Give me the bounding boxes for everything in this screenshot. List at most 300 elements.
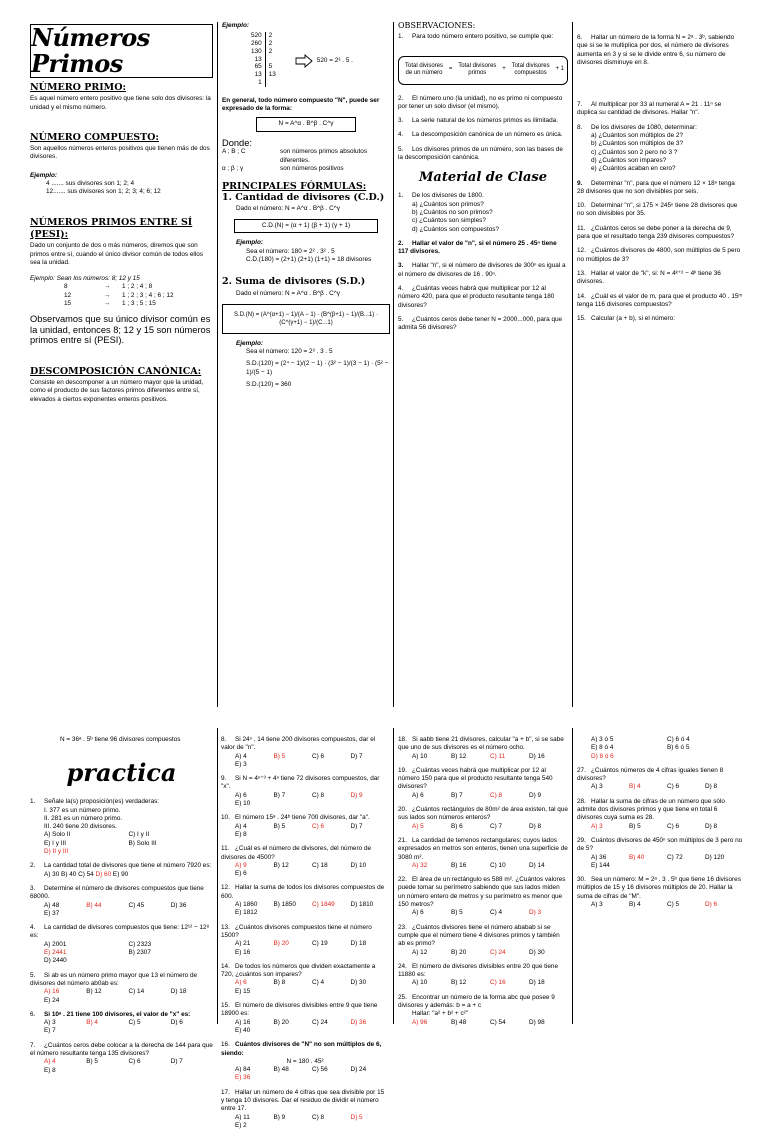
answer-option: A) 2001 <box>44 940 67 948</box>
division-factor: 2 <box>268 40 273 48</box>
general-formula: N = A^α . B^β . C^γ <box>256 117 356 131</box>
question-11: ¿Cuántos ceros se debe poner a la derecha de 9, para que el resultado tenga 239 divisores compuestos? <box>577 224 735 241</box>
question-24: El número de divisores divisibles entre 20 que tiene 11880 es: <box>398 962 559 979</box>
relation-term: Total divisores primos <box>458 62 497 77</box>
answer-option: C) 8 <box>490 791 503 799</box>
answer-option: C) 6 <box>128 1058 141 1066</box>
donde-row <box>222 165 390 173</box>
answer-option: A) 3 ó 5 <box>591 736 614 743</box>
question-11-options <box>221 862 389 879</box>
answer-option: D) 10 <box>350 861 367 869</box>
subitem: a) ¿Cuántos son múltiplos de 2? <box>591 132 684 140</box>
sd-given: Dado el número: N = A^α . B^β . C^γ <box>236 289 340 297</box>
answer-option: B) 7 <box>273 791 286 799</box>
answer-option: A) 4 <box>44 1058 56 1066</box>
question-5: ¿Cuántos ceros debe tener N = 2000...000, para que admita 56 divisores? <box>398 315 563 332</box>
answer-option: B) 5 <box>273 752 286 760</box>
question-13: Hallar el valor de "k", si: N = 4ᵏ⁺² − 4ᵏ tiene 36 divisores. <box>577 269 721 286</box>
observation-2: El número uno (la unidad), no es primo ni compuesto por tener un solo divisor (el mismo). <box>398 94 563 110</box>
column-divider <box>572 22 573 707</box>
question-4: ¿Cuántas veces habrá que multiplicar por 12 al número 420, para que el producto resultante tenga 180 divisores? <box>398 285 555 309</box>
question-21: La cantidad de terrenos rectangulares; cuyos lados expresados en metros son enteros, tienen una superficie de 3080 m². <box>398 836 568 861</box>
answer-option: B) Solo III <box>128 839 157 847</box>
answer-option: B) 4 <box>629 901 641 909</box>
question-6: Hallar un número de la forma N = 2ᵃ . 3ᵇ, sabiendo que si se le multiplica por dos, el número de divisores aumenta en 3 y si se le divide entre 6, su número de divisores disminuye en 8. <box>577 34 735 66</box>
column-divider <box>572 728 573 1024</box>
answer-option: A) 32 <box>412 861 428 869</box>
question-11: ¿Cuál es el número de divisores, del número de divisores de 4500? <box>221 845 372 861</box>
column-3: 18. Si aabb tiene 21 divisores, calcular "a + b", si se sabe que uno de sus divisores es el número ocho. A) 10 B) 12 C) 11 D) 16 19. ¿Cuántas veces habrá que multiplicar por 12 al número 150 para que el producto resultante tenga 540 divisores? A) 6 B) 7 C) 8 D) 9 20. ¿Cuántos rectángulos de 80m² de área existen, tal que sus lados son números enteros? A) 5 B) 6 C) 7 D) 8 21. La cantidad de terrenos rectangulares; cuyos lados expresados en metros son enteros, tienen una superficie de 3080 m². A) 32 B) 16 C) 10 D) 14 22. El área de un rectángulo es 588 m². ¿Cuántos valores puede tomar su perímetro sabiendo que sus lados miden un número entero de metros y su perímetro es menor que 150 metros? A) 6 B) 5 C) 4 D) 3 23. ¿Cuántos divisores tiene el número ababab si se cumple que el número tiene 4 divisores primos y también ab es primo? A) 12 B) 20 C) 24 D) 30 24. El número de divisores divisibles entre 20 que tiene 11880 es: A) 10 B) 12 C) 16 D) 18 25. Encontrar un número de la forma abc que posee 9 divisores y además: b = a + c Hallar: "a² + b² + c²" A) 96 B) 48 C) 54 D) 98 <box>398 736 568 1026</box>
answer-option: B) 48 <box>451 1018 467 1026</box>
answer-option: C) 16 <box>490 979 506 987</box>
answer-option: C) 72 <box>667 853 683 861</box>
heading-numero-compuesto: NÚMERO COMPUESTO: <box>30 131 159 143</box>
answer-option: A) 96 <box>412 1018 428 1026</box>
descomposicion-text: Consiste en descomponer a un número mayor que la unidad, como el producto de sus factores primos diferentes entre sí, elevados a ciertos exponentes enteros positivos. <box>30 379 204 403</box>
pesi-row <box>30 300 213 308</box>
answer-option: A) 4 <box>235 822 247 830</box>
answer-option: D) 5 <box>350 1113 363 1121</box>
question-24-options <box>398 979 568 987</box>
answer-option: D) 7 <box>350 822 363 830</box>
subitem: c) ¿Cuántos son 2 pero no 3 ? <box>591 148 678 156</box>
carry-over-options <box>577 736 743 761</box>
question-9: Si N = 4ⁿ⁺³ + 4ⁿ tiene 72 divisores compuestos, dar "x". <box>221 775 380 791</box>
question-19: ¿Cuántas veces habrá que multiplicar por 12 al número 150 para que el producto resultante tenga 540 divisores? <box>398 766 553 791</box>
answer-option: D) II y III <box>44 848 69 856</box>
question-25: Encontrar un número de la forma abc que posee 9 divisores y además: b = a + c <box>398 993 555 1010</box>
answer-option: B) 12 <box>451 752 467 760</box>
question-23-options <box>398 949 568 957</box>
question-27-options <box>577 783 743 791</box>
answer-option: D) 16 <box>529 752 545 760</box>
answer-option: B) 6 ó 5 <box>667 744 690 752</box>
division-table <box>248 32 279 87</box>
answer-option: D) 9 <box>529 791 542 799</box>
answer-option: E) 1812 <box>235 909 258 917</box>
heading-cantidad-divisores: 1. Cantidad de divisores (C.D.) <box>222 192 385 204</box>
answer-option: A) Solo II <box>44 831 71 839</box>
column-divider <box>217 728 218 1024</box>
answer-option: E) 15 <box>235 987 251 995</box>
question-15: El número de divisores divisibles entre 9 que tiene 18900 es: <box>221 1002 378 1018</box>
answer-option: B) 9 <box>273 1113 286 1121</box>
answer-option: C) 6 <box>312 822 325 830</box>
question-29: Cuántos divisores de 450ⁿ son múltiplos de 3 pero no de 5? <box>577 836 743 853</box>
answer-option: D) 30 <box>350 979 367 987</box>
question-29-options <box>577 854 743 871</box>
answer-option: A) 4 <box>235 752 247 760</box>
answer-option: D) 7 <box>170 1058 183 1066</box>
answer-option: D) 120 <box>705 853 725 861</box>
answer-option: B) 44 <box>86 901 102 909</box>
question-8-options <box>221 753 389 770</box>
donde-row <box>222 148 390 165</box>
answer-option: C) 24 <box>490 948 506 956</box>
question-1-subitems <box>398 201 568 234</box>
example-line: 4 ....... sus divisores son 1; 2; 4 <box>46 180 135 188</box>
question-18: Si aabb tiene 21 divisores, calcular "a + b", si se sabe que uno de sus divisores es el número ocho. <box>398 736 564 752</box>
division-factor: 5 <box>268 63 273 71</box>
question-6: Si 10ᵃ . 21 tiene 100 divisores, el valor de "x" es: <box>44 1010 191 1018</box>
answer-option: A) 3 <box>591 822 603 830</box>
question-21-options <box>398 862 568 870</box>
answer-option: D) 18 <box>170 988 187 996</box>
sd-example-line: Sea el número: 120 = 2³ . 3 . 5 <box>246 348 333 356</box>
question-27: ¿Cuántos números de 4 cifras iguales tienen 8 divisores? <box>577 766 724 783</box>
answer-option: C) 11 <box>490 752 506 760</box>
answer-option: C) 14 <box>128 988 145 996</box>
cd-example-line: Sea el número: 180 = 2² . 3² . 5 <box>246 247 335 255</box>
answer-option: C) 8 <box>312 1113 325 1121</box>
answer-option: A) 21 <box>235 940 251 948</box>
answer-option: E) 16 <box>235 948 251 956</box>
answer-option: C) 24 <box>312 1018 328 1026</box>
answer-option: C) 45 <box>128 901 145 909</box>
answer-option: D) 2440 <box>44 957 67 965</box>
donde-meaning: son números positivos <box>280 164 344 172</box>
heading-descomposicion: DESCOMPOSICIÓN CANÓNICA: <box>30 365 202 377</box>
question-14-options <box>221 979 389 996</box>
division-row <box>248 40 279 48</box>
practica-title: practica <box>66 758 177 788</box>
answer-option: D) 18 <box>350 940 367 948</box>
page-title: Números Primos <box>31 23 150 78</box>
pesi-divisors: 1 ; 3 ; 5 ; 15 <box>122 300 156 308</box>
answer-option: A) 6 <box>412 909 424 917</box>
division-factor: 2 <box>268 47 273 55</box>
arrow-icon: → <box>104 300 111 308</box>
answer-option: D) 3 <box>529 909 542 917</box>
example-label: Ejemplo: <box>222 22 249 29</box>
answer-option: B) 5 <box>451 909 463 917</box>
answer-option: A) 36 <box>591 853 607 861</box>
answer-option: E) 2441 <box>44 949 67 957</box>
answer-option: E) 8 <box>44 1066 56 1074</box>
answer-option: B) 48 <box>273 1066 289 1074</box>
subitem: a) ¿Cuántos son primos? <box>412 200 484 208</box>
answer-option: B) 6 <box>451 822 463 830</box>
example-line: 12....... sus divisores son 1; 2; 3; 4; 6; 12 <box>46 188 161 196</box>
division-dividend: 13 <box>248 71 265 79</box>
question-30: Sea un número: M = 2ᵃ . 3 . 5ᵇ que tiene 16 divisores múltiplos de 15 y 16 divisores múltiplos de 20. Hallar la suma de cifras de "M". <box>577 876 741 900</box>
question-15: Calcular (a + b), si el número: <box>591 315 675 323</box>
answer-option: E) 8 ó 4 <box>591 744 614 752</box>
answer-option: B) 12 <box>273 861 289 869</box>
cd-example-line: C.D.(180) = (2+1) (2+1) (1+1) = 18 divisores <box>246 255 372 263</box>
proposition: III. 240 tiene 20 divisores. <box>44 823 117 831</box>
donde-symbols: α ; β ; γ <box>222 164 244 172</box>
division-dividend: 65 <box>248 63 265 71</box>
question-30-options <box>577 901 743 909</box>
answer-option: C) 2323 <box>128 940 152 948</box>
answer-option: B) 4 <box>629 783 641 791</box>
question-10: El número 15ᵃ . 24ᵇ tiene 700 divisores, dar "a". <box>235 814 370 822</box>
question-7: ¿Cuántos ceros debe colocar a la derecha de 144 para que el número resultante tenga 135 divisores? <box>30 1041 213 1058</box>
answer-option: C) I y II <box>128 831 150 839</box>
answer-option: C) 4 <box>490 909 503 917</box>
sd-formula: S.D.(N) = (A^(α+1) − 1)/(A − 1) · (B^(β+1) − 1)/(B...1) · (C^(γ+1) − 1)/(C...1) <box>222 304 390 334</box>
answer-option: D) 8 ó 6 <box>591 752 614 760</box>
title-box <box>30 24 213 78</box>
question-8-subitems <box>577 132 743 173</box>
division-dividend: 1 <box>248 79 265 87</box>
question-28: Hallar la suma de cifras de un número que sólo admite dos divisores primos y que tiene en total 6 divisores cuya suma es 28. <box>577 797 725 822</box>
answer-option: C) 6 ó 4 <box>667 736 690 743</box>
pesi-divisors: 1 ; 2 ; 3 ; 4 ; 6 ; 12 <box>122 291 174 299</box>
answer-option: A) 10 <box>412 752 428 760</box>
answer-option: A) 12 <box>412 948 428 956</box>
answer-option: C) 18 <box>312 861 328 869</box>
answer-option: E) 24 <box>44 996 60 1004</box>
relation-term: + <box>502 66 506 73</box>
page-gap <box>0 710 768 728</box>
answer-option: B) 20 <box>273 940 289 948</box>
question-16-value: N = 180 . 45² <box>286 1057 324 1065</box>
divisors-relation-box <box>398 56 568 85</box>
answer-option: B) 20 <box>451 948 467 956</box>
question-19-options <box>398 792 568 800</box>
question-20: ¿Cuántos rectángulos de 80m² de área existen, tal que sus lados son números enteros? <box>398 806 568 822</box>
question-16-options <box>221 1066 389 1083</box>
answer-option: C) 8 <box>312 791 325 799</box>
division-dividend: 260 <box>248 40 265 48</box>
pesi-number: 8 <box>64 283 68 291</box>
donde-symbols: A ; B ; C <box>222 148 246 156</box>
answer-option: A) 5 <box>412 822 424 830</box>
donde-label: Donde: <box>222 137 252 148</box>
question-14: De todos los números que dividen exactamente a 720, ¿cuántos son impares? <box>221 962 376 979</box>
answer-option: C) 19 <box>312 940 328 948</box>
question-2: La cantidad total de divisores que tiene el número 7920 es: <box>44 862 212 870</box>
division-dividend: 13 <box>248 56 265 64</box>
arrow-right-icon <box>295 54 313 68</box>
answer-option: C) 5 <box>128 1019 141 1027</box>
division-row <box>248 48 279 56</box>
relation-term: = <box>448 66 453 73</box>
observation-3: La serie natural de los números primos es ilimitada. <box>412 117 558 125</box>
question-28-options <box>577 823 743 831</box>
subitem: c) ¿Cuántos son simples? <box>412 217 486 225</box>
answer-option: A) 48 <box>44 901 60 909</box>
question-3: Hallar "n", si el número de divisores de 300ⁿ es igual a el número de divisores de 16 . 90ⁿ. <box>398 262 566 278</box>
heading-suma-divisores: 2. Suma de divisores (S.D.) <box>222 276 366 288</box>
cd-given: Dado el número: N = A^α . B^β . C^γ <box>236 204 340 212</box>
question-22-options <box>398 909 568 917</box>
division-factor <box>265 56 279 64</box>
answer-option: A) 10 <box>412 979 428 987</box>
column-divider <box>393 728 394 1024</box>
answer-option: D) 7 <box>350 752 363 760</box>
division-row <box>248 56 279 64</box>
answer-option: A) 84 <box>235 1066 251 1074</box>
answer-option: D) 6 <box>705 901 718 909</box>
column-4: 6. Hallar un número de la forma N = 2ᵃ . 3ᵇ, sabiendo que si se le multiplica por dos, el número de divisores aumenta en 3 y si se le divide entre 6, su número de divisores disminuye en 8. 7. Al multiplicar por 33 al numeral A = 21 . 11ⁿ se duplica su cantidad de divisores. Hallar "n". 8. De los divisores de 1080, determinar: a) ¿Cuántos son múltiplos de 2? b) ¿Cuántos son múltiplos de 3? c) ¿Cuántos son 2 pero no 3 ? d) ¿Cuántos son impares? e) ¿Cuántos acaban en cero? 9. Determinar "n", para que el número 12 × 18ⁿ tenga 28 divisores que no son divisibles por seis. 10. Determinar "n", si 175 × 245ⁿ tiene 28 divisores que no son divisibles por 35. 11. ¿Cuántos ceros se debe poner a la derecha de 9, para que el resultado tenga 239 divisores compuestos? 12. ¿Cuántos divisores de 4800, son múltiplos de 5 pero no múltiplos de 3? 13. Hallar el valor de "k", si: N = 4ᵏ⁺² − 4ᵏ tiene 36 divisores. 14. ¿Cuál es el valor de m, para que el producto 40 . 15ᵐ tenga 116 divisores compuestos? 15. Calcular (a + b), si el número: <box>577 34 743 323</box>
proposition: I. 377 es un número primo. <box>44 806 121 814</box>
answer-option: B) 5 <box>86 1058 98 1066</box>
division-row <box>248 32 279 40</box>
question-2-options: A) 30 B) 40 C) 54 D) 60 E) 90 <box>44 870 129 878</box>
question-4: La cantidad de divisores compuestos que tiene: 12¹² − 12⁸ es: <box>30 924 210 940</box>
question-8: De los divisores de 1080, determinar: <box>591 123 697 131</box>
answer-option: D) 36 <box>350 1018 367 1026</box>
answer-option: C) 6 <box>667 822 680 830</box>
donde-meaning: son números primos absolutos diferentes. <box>280 148 368 164</box>
pesi-number: 12 <box>64 291 72 299</box>
division-row <box>248 79 279 87</box>
example-label: Ejemplo: <box>236 339 263 347</box>
example-label: Ejemplo: <box>236 239 263 247</box>
heading-principales-formulas: PRINCIPALES FÓRMULAS: <box>222 181 367 193</box>
relation-term: + 1 <box>555 66 564 73</box>
answer-option: E) 6 <box>235 870 247 878</box>
proposition: II. 281 es un número primo. <box>44 814 123 822</box>
answer-option: B) 16 <box>451 861 467 869</box>
answer-option: D) 9 <box>350 791 363 799</box>
answer-option: E) I y III <box>44 839 67 847</box>
question-17: Hallar un número de 4 cifras que sea divisible por 15 y tenga 10 divisores. Dar el residuo de dividir el número entre 17. <box>221 1088 385 1113</box>
pesi-row <box>30 292 213 300</box>
answer-option: A) 3 <box>44 1019 56 1027</box>
answer-option: B) 5 <box>629 822 641 830</box>
heading-pesi <box>30 216 213 228</box>
pesi-number: 15 <box>64 300 72 308</box>
answer-option: C) 4 <box>312 979 325 987</box>
numero-primo-text: Es aquel número entero positivo que tiene solo dos divisores: la unidad y el mismo número. <box>30 95 211 111</box>
answer-option: D) 24 <box>350 1066 367 1074</box>
answer-option: C) 10 <box>490 861 506 869</box>
question-5-options <box>30 988 213 1005</box>
question-16: Cuántos divisores de "N" no son múltiplos de 6, siendo: <box>221 1041 382 1057</box>
question-1: De los divisores de 1800. <box>412 192 484 200</box>
question-1: Señale la(s) proposición(es) verdaderas: <box>44 798 160 806</box>
question-25-hallar: Hallar: "a² + b² + c²" <box>412 1010 469 1018</box>
answer-option: A) 6 <box>235 979 247 987</box>
arrow-icon: → <box>104 283 111 291</box>
cd-formula: C.D.(N) = (α + 1) (β + 1) (γ + 1) <box>234 219 378 233</box>
question-3-options <box>30 902 213 919</box>
answer-option: D) 8 <box>705 822 718 830</box>
subitem: b) ¿Cuántos son múltiplos de 3? <box>591 140 684 148</box>
answer-option: A) 6 <box>412 791 424 799</box>
question-13: ¿Cuántos divisores compuestos tiene el número 1500? <box>221 923 372 939</box>
answer-option: A) 1860 <box>235 901 258 909</box>
division-dividend: 130 <box>248 48 265 56</box>
division-result: 520 = 2³ . 5 . <box>316 57 353 65</box>
answer-option: C) 56 <box>312 1066 328 1074</box>
question-15-options <box>221 1019 389 1036</box>
answer-option: D) 6 <box>170 1019 183 1027</box>
answer-option: E) 144 <box>591 861 610 869</box>
question-7: Al multiplicar por 33 al numeral A = 21 . 11ⁿ se duplica su cantidad de divisores. Hallar "n". <box>577 101 722 117</box>
division-factor: 13 <box>268 71 276 79</box>
observation-5: Los divisores primos de un número, son las bases de la descomposición canónica. <box>398 145 563 162</box>
answer-option: D) 18 <box>529 979 545 987</box>
subitem: e) ¿Cuántos acaban en cero? <box>591 165 676 173</box>
question-13-options <box>221 940 389 957</box>
answer-option: D) 30 <box>529 948 545 956</box>
carry-over-line: N = 36ᵃ . 5ᵇ tiene 96 divisores compuestos <box>60 736 181 743</box>
answer-option: B) 4 <box>86 1019 98 1027</box>
question-6-options <box>30 1019 213 1036</box>
question-3: Determine el número de divisores compuestos que tiene 68000. <box>30 884 204 901</box>
question-1-options <box>30 831 213 856</box>
answer-option: E) 3 <box>235 760 247 768</box>
answer-option: C) 54 <box>490 1018 506 1026</box>
answer-option: E) 7 <box>44 1027 56 1035</box>
subitem: d) ¿Cuántos son compuestos? <box>412 225 500 233</box>
subitem: b) ¿Cuántos no son primos? <box>412 208 493 216</box>
pesi-observation: Observamos que su único divisor común es la unidad, entonces 8; 12 y 15 son números primos entre sí (PESI). <box>30 314 211 346</box>
question-9: Determinar "n", para que el número 12 × 18ⁿ tenga 28 divisores que no son divisibles por seis. <box>577 179 735 195</box>
column-1: N = 36ᵃ . 5ᵇ tiene 96 divisores compuestos practica 1. Señale la(s) proposición(es) verdaderas: I. 377 es un número primo. II. 281 es un número primo. III. 240 tiene 20 divisores. A) Solo II C) I y II E) I y III B) Solo III D) II y III 2. La cantidad total de divisores que tiene el número 7920 es: A) 30 B) 40 C) 54 D) 60 E) 90 3. Determine el número de divisores compuestos que tiene 68000. A) 48 B) 44 C) 45 D) 36 E) 37 4. La cantidad de divisores compuestos que tiene: 12¹² − 12⁸ es: A) 2001 C) 2323 E) 2441 B) 2307 D) 2440 5. Si ab es un número primo mayor que 13 el número de divisores del número ab0ab es: A) 16 B) 12 C) 14 D) 18 E) 24 6. Si 10ᵃ . 21 tiene 100 divisores, el valor de "x" es: A) 3 B) 4 C) 5 D) 6 E) 7 7. ¿Cuántos ceros debe colocar a la derecha de 144 para que el número resultante tenga 135 divisores? A) 4 B) 5 C) 6 D) 7 E) 8 <box>30 736 213 1074</box>
question-20-options <box>398 823 568 831</box>
column-divider <box>217 22 218 707</box>
answer-option: A) 6 <box>235 791 247 799</box>
pesi-text: Dado un conjunto de dos o más números, diremos que son primos entre sí, cuando el único divisor común de todos ellos sea la unidad. <box>30 242 203 266</box>
question-22: El área de un rectángulo es 588 m². ¿Cuántos valores puede tomar su perímetro sabiendo que sus lados miden un número entero de metros y su perímetro es menor que 150 metros? <box>398 876 566 909</box>
answer-option: C) 5 <box>667 901 680 909</box>
answer-option: A) 11 <box>235 1113 250 1121</box>
question-18-options <box>398 753 568 761</box>
question-2: Hallar el valor de "n", si el número 25 . 45ⁿ tiene 117 divisores. <box>398 239 557 256</box>
column-2: 8. Si 24ⁿ . 14 tiene 200 divisores compuestos, dar el valor de "n". A) 4 B) 5 C) 6 D) 7 E) 3 9. Si N = 4ⁿ⁺³ + 4ⁿ tiene 72 divisores compuestos, dar "x". A) 6 B) 7 C) 8 D) 9 E) 10 10. El número 15ᵃ . 24ᵇ tiene 700 divisores, dar "a". A) 4 B) 5 C) 6 D) 7 E) 8 11. ¿Cuál es el número de divisores, del número de divisores de 4500? A) 9 B) 12 C) 18 D) 10 E) 6 12. Hallar la suma de todos los divisores compuestos de 600. A) 1860 B) 1850 C) 1849 D) 1810 E) 1812 13. ¿Cuántos divisores compuestos tiene el número 1500? A) 21 B) 20 C) 19 D) 18 E) 16 14. De todos los números que dividen exactamente a 720, ¿cuántos son impares? A) 6 B) 8 C) 4 D) 30 E) 15 15. El número de divisores divisibles entre 9 que tiene 18900 es: A) 16 B) 20 C) 24 D) 36 E) 40 16. Cuántos divisores de "N" no son múltiplos de 6, siendo: N = 180 . 45² A) 84 B) 48 C) 56 D) 24 E) 36 17. Hallar un número de 4 cifras que sea divisible por 15 y tenga 10 divisores. Dar el residuo de dividir el número entre 17. A) 11 B) 9 C) 8 D) 5 E) 2 <box>221 736 389 1024</box>
sd-example-line: S.D.(120) = 360 <box>246 381 292 389</box>
question-14: ¿Cuál es el valor de m, para que el producto 40 . 15ᵐ tenga 116 divisores compuestos? <box>577 292 743 308</box>
page-2 <box>0 728 768 1129</box>
question-12: Hallar la suma de todos los divisores compuestos de 600. <box>221 884 385 900</box>
answer-option: A) 16 <box>235 1018 251 1026</box>
pesi-example: Ejemplo: Sean los números: 8; 12 y 15 <box>30 275 140 283</box>
answer-option: E) 36 <box>235 1074 251 1082</box>
answer-option: C) 6 <box>312 752 325 760</box>
observation-1: Para todo número entero positivo, se cumple que: <box>412 33 554 41</box>
division-row <box>248 71 279 79</box>
subitem: d) ¿Cuántos son impares? <box>591 156 667 164</box>
pesi-divisors: 1 ; 2 ; 4 ; 8 <box>122 283 153 291</box>
column-2 <box>222 22 390 707</box>
question-4-options <box>30 941 213 966</box>
answer-option: D) 8 <box>529 822 542 830</box>
answer-option: E) 8 <box>235 830 247 838</box>
answer-option: C) 1849 <box>312 901 335 909</box>
answer-option: B) 1850 <box>273 901 296 909</box>
relation-term: Total divisores de un número <box>404 62 443 77</box>
column-divider <box>393 22 394 707</box>
answer-option: A) 3 <box>591 901 603 909</box>
answer-option: C) 7 <box>490 822 503 830</box>
answer-option: B) 12 <box>86 988 102 996</box>
column-4: A) 3 ó 5 C) 6 ó 4 E) 8 ó 4 B) 6 ó 5 D) 8 ó 6 27. ¿Cuántos números de 4 cifras iguales tienen 8 divisores? A) 3 B) 4 C) 6 D) 8 28. Hallar la suma de cifras de un número que sólo admite dos divisores primos y que tiene en total 6 divisores cuya suma es 28. A) 3 B) 5 C) 6 D) 8 29. Cuántos divisores de 450ⁿ son múltiplos de 3 pero no de 5? A) 36 B) 40 C) 72 D) 120 E) 144 30. Sea un número: M = 2ᵃ . 3 . 5ᵇ que tiene 16 divisores múltiplos de 15 y 16 divisores múltiplos de 20. Hallar la suma de cifras de "M". A) 3 B) 4 C) 5 D) 6 <box>577 736 743 909</box>
answer-option: D) 98 <box>529 1018 545 1026</box>
division-dividend: 520 <box>248 32 265 40</box>
answer-option: E) 10 <box>235 800 251 808</box>
arrow-icon: → <box>104 291 111 299</box>
question-17-options <box>221 1114 389 1130</box>
heading-numero-primo: NÚMERO PRIMO: <box>30 82 126 93</box>
answer-option: D) 14 <box>529 861 545 869</box>
question-5: Si ab es un número primo mayor que 13 el número de divisores del número ab0ab es: <box>30 971 198 987</box>
observation-4: La descomposición canónica de un número es única. <box>412 131 563 139</box>
answer-option: D) 1810 <box>350 901 374 909</box>
answer-option: B) 2307 <box>128 949 151 957</box>
division-factor: 2 <box>268 32 273 40</box>
question-23: ¿Cuántos divisores tiene el número ababab si se cumple que el número tiene 4 divisores primos y también ab es primo? <box>398 923 560 948</box>
material-clase-title: Material de Clase <box>419 170 547 186</box>
answer-option: E) 40 <box>235 1026 251 1034</box>
donde-rows <box>222 148 390 173</box>
column-1 <box>30 22 213 707</box>
